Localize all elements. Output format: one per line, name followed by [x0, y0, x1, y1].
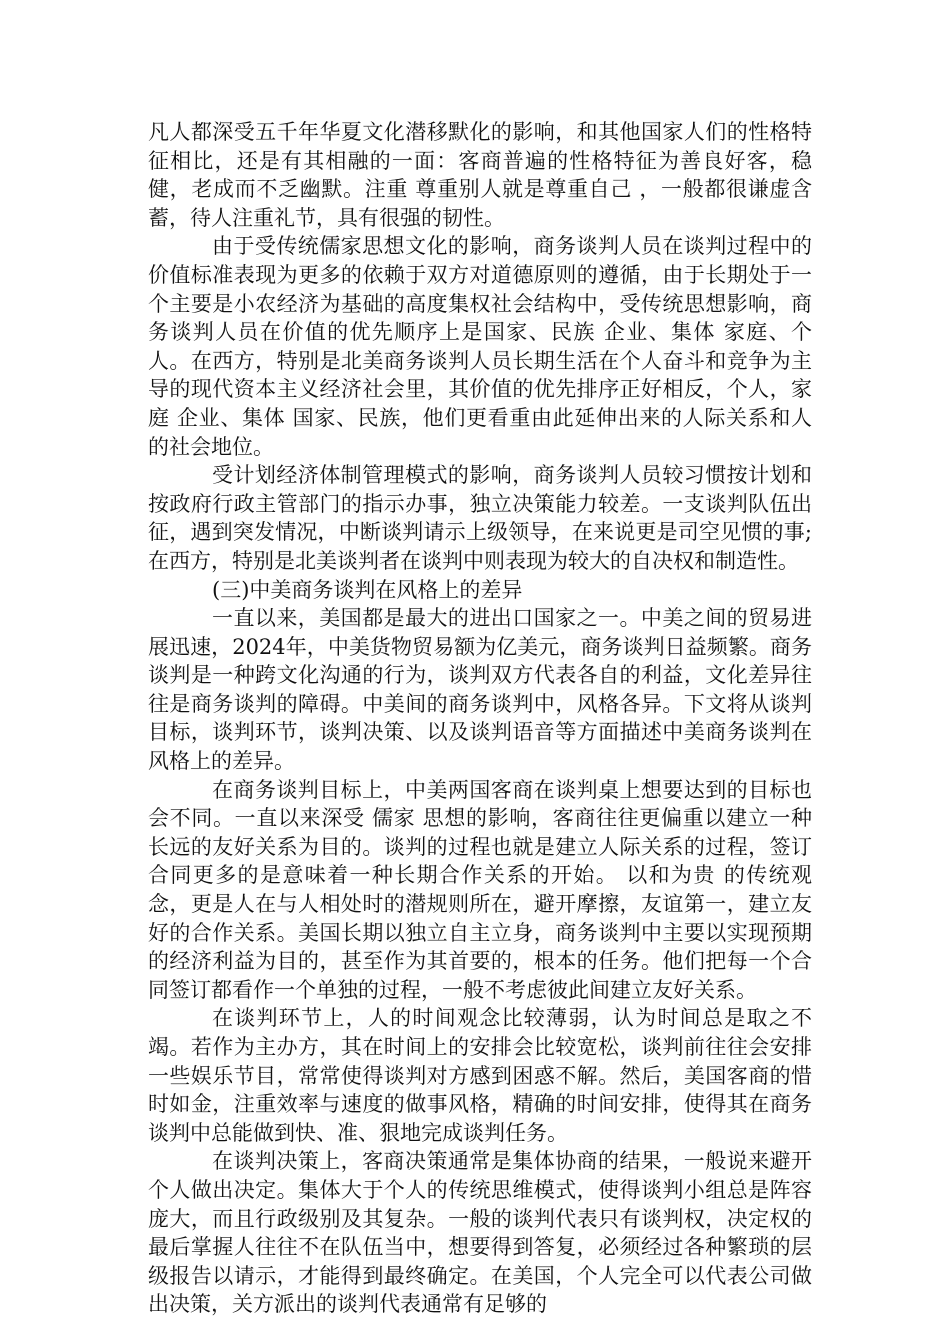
paragraph-value-standards: 由于受传统儒家思想文化的影响，商务谈判人员在谈判过程中的价值标准表现为更多的依赖于双方对道德原则的遵循，由于长期处于一个主要是小农经济为基础的高度集权社会结构中，受传统思想影响，商务谈判人员在价值的优先顺序上是国家、民族 企业、集体 家庭、个人。在西方，特别是北美商务谈判人员长期生活在个人奋斗和竞争为主导的现代资本主义经济社会里，其价值的优先排序正好相反，个人，家庭 企业、集体 国家、民族，他们更看重由此延伸出来的人际关系和人的社会地位。	[148, 234, 812, 459]
paragraph-negotiation-goals: 在商务谈判目标上，中美两国客商在谈判桌上想要达到的目标也会不同。一直以来深受 儒家 思想的影响，客商往往更偏重以建立一种长远的友好关系为目的。谈判的过程也就是建立人际关系的过程，签订合同更多的是意味着一种长期合作关系的开始。 以和为贵 的传统观念，更是人在与人相处时的潜规则所在，避开摩擦，友谊第一，建立友好的合作关系。美国长期以独立自主立身，商务谈判中主要以实现预期的经济利益为目的，甚至作为其首要的，根本的任务。他们把每一个合同签订都看作一个单独的过程，一般不考虑彼此间建立友好关系。	[148, 777, 812, 1002]
document-body	[148, 118, 812, 1319]
section-heading-style-differences: (三)中美商务谈判在风格上的差异	[212, 577, 523, 602]
paragraph-planned-economy: 受计划经济体制管理模式的影响，商务谈判人员较习惯按计划和按政府行政主管部门的指示办事，独立决策能力较差。一支谈判队伍出征，遇到突发情况，中断谈判请示上级领导，在来说更是司空见惯的事;在西方，特别是北美谈判者在谈判中则表现为较大的自决权和制造性。	[148, 463, 812, 573]
paragraph-character-traits: 凡人都深受五千年华夏文化潜移默化的影响，和其他国家人们的性格特征相比，还是有其相融的一面：客商普遍的性格特征为善良好客，稳健，老成而不乏幽默。注重 尊重别人就是尊重自己 ，一般都很谦虚含蓄，待人注重礼节，具有很强的韧性。	[148, 120, 812, 230]
paragraph-negotiation-decisions: 在谈判决策上，客商决策通常是集体协商的结果，一般说来避开个人做出决定。集体大于个人的传统思维模式，使得谈判小组总是阵容庞大，而且行政级别及其复杂。一般的谈判代表只有谈判权，决定权的最后掌握人往往不在队伍当中，想要得到答复，必须经过各种繁琐的层级报告以请示，才能得到最终确定。在美国，个人完全可以代表公司做出决策，关方派出的谈判代表通常有足够的	[148, 1149, 812, 1317]
paragraph-negotiation-process: 在谈判环节上，人的时间观念比较薄弱，认为时间总是取之不竭。若作为主办方，其在时间上的安排会比较宽松，谈判前往往会安排一些娱乐节目，常常使得谈判对方感到困惑不解。然后，美国客商的惜时如金，注重效率与速度的做事风格，精确的时间安排，使得其在商务谈判中总能做到快、准、狠地完成谈判任务。	[148, 1006, 812, 1145]
paragraph-trade-overview: 一直以来，美国都是最大的进出口国家之一。中美之间的贸易进展迅速，2024年，中美货物贸易额为亿美元，商务谈判日益频繁。商务谈判是一种跨文化沟通的行为，谈判双方代表各自的利益，文化差异往往是商务谈判的障碍。中美间的商务谈判中，风格各异。下文将从谈判目标，谈判环节，谈判决策、以及谈判语音等方面描述中美商务谈判在风格上的差异。	[148, 606, 812, 774]
